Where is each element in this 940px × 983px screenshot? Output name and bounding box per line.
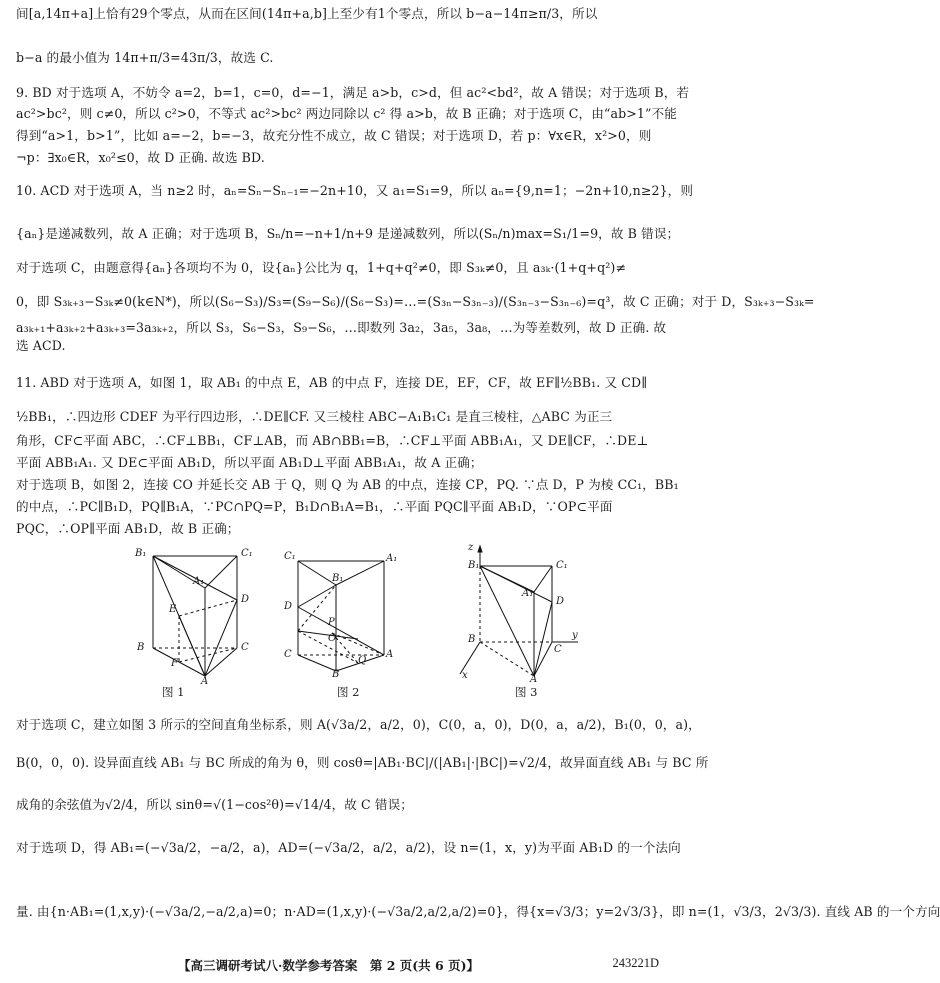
label-d: D [556, 596, 565, 607]
text-line: 的中点，∴PC∥B₁D，PQ∥B₁A，∵PC∩PQ=P，B₁D∩B₁A=B₁，∴平面 PQC∥平面 AB₁D，∵OP⊂平面 [16, 499, 613, 514]
label-p: P [328, 617, 335, 628]
text-line: ½BB₁，∴四边形 CDEF 为平行四边形，∴DE∥CF. 又三棱柱 ABC−A₁B₁C₁ 是直三棱柱，△ABC 为正三 [16, 409, 613, 424]
label-e: E [169, 604, 177, 615]
figure-3-caption: 图 3 [515, 685, 538, 699]
label-c: C [554, 644, 562, 655]
label-a1: A₁ [386, 553, 398, 564]
text-line: 间[a,14π+a]上恰有29个零点，从而在区间(14π+a,b]上至少有1个零点，所以 b−a−14π≥π/3，所以 [16, 6, 598, 21]
label-a: A [530, 674, 538, 685]
label-c1: C₁ [241, 548, 253, 559]
text-line: {aₙ}是递减数列，故 A 正确；对于选项 B，Sₙ/n=−n+1/n+9 是递减数列，所以(Sₙ/n)max=S₁/1=9，故 B 错误； [16, 226, 680, 241]
text-line: PQC，∴OP∥平面 AB₁D，故 B 正确； [16, 521, 240, 536]
figure-3 [460, 542, 580, 685]
text-line: 对于选项 D，得 AB₁=(−√3a/2，−a/2，a)，AD=(−√3a/2，a/2，a/2)，设 n=(1，x，y)为平面 AB₁D 的一个法向 [16, 840, 681, 855]
label-d: D [284, 601, 293, 612]
label-q: Q [358, 655, 367, 666]
label-a: A [386, 649, 394, 660]
figure-1-caption: 图 1 [162, 685, 185, 699]
label-b1: B₁ [332, 573, 344, 584]
label-f: F [171, 658, 178, 669]
text-line: B(0，0，0). 设异面直线 AB₁ 与 BC 所成的角为 θ，则 cosθ=|AB₁·BC|/(|AB₁|·|BC|)=√2/4，故异面直线 AB₁ 与 BC 所 [16, 755, 709, 770]
figure-2-caption: 图 2 [337, 685, 360, 699]
q11-line: 11. ABD 对于选项 A，如图 1，取 AB₁ 的中点 E，AB 的中点 F，连接 DE，EF，CF，故 EF∥½BB₁. 又 CD∥ [16, 375, 648, 390]
label-d: D [241, 594, 250, 605]
text-line: ac²>bc²，则 c≠0，所以 c²>0，不等式 ac²>bc² 两边同除以 c² 得 a>b，故 B 正确；对于选项 C，由“ab>1”不能 [16, 106, 677, 121]
label-a: A [201, 676, 209, 687]
label-b: B [137, 642, 145, 653]
text-line: ¬p：∃x₀∈R，x₀²≤0，故 D 正确. 故选 BD. [16, 150, 265, 165]
text-line: 量. 由{n·AB₁=(1,x,y)·(−√3a/2,−a/2,a)=0；n·AD=(1,x,y)·(−√3a/2,a/2,a/2)=0}，得{x=√3/3；y=2√3/3}，即 n=(1，√3/3，2√3/3). 直线 AB 的一个方向 [16, 904, 940, 919]
text-line: 对于选项 C，建立如图 3 所示的空间直角坐标系，则 A(√3a/2，a/2，0)，C(0，a，0)，D(0，a，a/2)，B₁(0，0，a)， [16, 717, 701, 732]
figure-1-diagram [145, 548, 245, 678]
text-line: 平面 ABB₁A₁. 又 DE⊂平面 AB₁D，所以平面 AB₁D⊥平面 ABB₁A₁，故 A 正确； [16, 455, 483, 470]
label-b1: B₁ [468, 560, 480, 571]
text-line: 对于选项 B，如图 2，连接 CO 并延长交 AB 于 Q，则 Q 为 AB 的中点，连接 CP，PQ. ∵点 D，P 为棱 CC₁，BB₁ [16, 477, 679, 492]
label-b: B [332, 669, 340, 680]
q9-line: 9. BD 对于选项 A，不妨令 a=2，b=1，c=0，d=−1，满足 a>b，c>d，但 ac²<bd²，故 A 错误；对于选项 B，若 [16, 85, 690, 100]
label-b1: B₁ [135, 548, 147, 559]
label-o: O [328, 633, 337, 644]
figure-2 [284, 551, 398, 680]
label-c1: C₁ [284, 551, 296, 562]
text-line: 角形，CF⊂平面 ABC，∴CF⊥BB₁，CF⊥AB，而 AB∩BB₁=B，∴CF⊥平面 ABB₁A₁，又 DE∥CF，∴DE⊥ [16, 433, 649, 448]
q10-line: 10. ACD 对于选项 A，当 n≥2 时，aₙ=Sₙ−Sₙ₋₁=−2n+10，又 a₁=S₁=9，所以 aₙ={9,n=1；−2n+10,n≥2}，则 [16, 183, 694, 198]
label-z: z [468, 542, 474, 553]
text-line: b−a 的最小值为 14π+π/3=43π/3，故选 C. [16, 50, 274, 65]
label-a1: A₁ [193, 576, 205, 587]
footer-code: 243221D [612, 956, 659, 970]
label-y: y [572, 630, 578, 641]
label-c: C [284, 649, 292, 660]
text-line: a₃ₖ₊₁+a₃ₖ₊₂+a₃ₖ₊₃=3a₃ₖ₊₂，所以 S₃，S₆−S₃，S₉−S₆，…即数列 3a₂，3a₅，3a₈，…为等差数列，故 D 正确. 故 [16, 320, 667, 335]
label-b: B [468, 634, 476, 645]
text-line: 选 ACD. [16, 338, 66, 353]
footer-title: 【高三调研考试八·数学参考答案 第 2 页(共 6 页)】 [178, 958, 479, 973]
text-line: 成角的余弦值为√2/4，所以 sinθ=√(1−cos²θ)=√14/4，故 C 错误； [16, 797, 413, 812]
label-c: C [241, 642, 249, 653]
text-line: 得到“a>1，b>1”，比如 a=−2，b=−3，故充分性不成立，故 C 错误；对于选项 D，若 p：∀x∈R，x²>0，则 [16, 128, 652, 143]
label-x: x [462, 670, 468, 681]
figure-1 [135, 548, 253, 687]
text-line: 对于选项 C，由题意得{aₙ}各项均不为 0，设{aₙ}公比为 q，1+q+q²≠0，即 S₃ₖ≠0，且 a₃ₖ·(1+q+q²)≠ [16, 260, 627, 275]
text-line: 0，即 S₃ₖ₊₃−S₃ₖ≠0(k∈N*)，所以(S₆−S₃)/S₃=(S₉−S₆)/(S₆−S₃)=…=(S₃ₙ−S₃ₙ₋₃)/(S₃ₙ₋₃−S₃ₙ₋₆)=q³，故 C 正确；对于 D，S₃ₖ₊₃−S₃ₖ= [16, 294, 815, 309]
label-c1: C₁ [556, 560, 568, 571]
label-a1: A₁ [522, 588, 534, 599]
